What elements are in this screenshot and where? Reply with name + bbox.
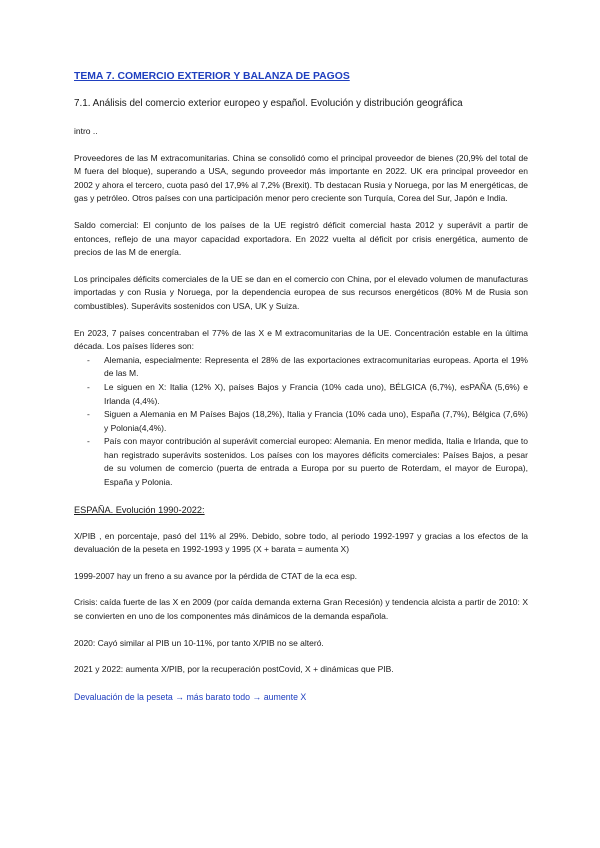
paragraph-freno: 1999-2007 hay un freno a su avance por la pérdida de CTAT de la eca esp.: [74, 570, 358, 581]
paragraph-proveedores: Proveedores de las M extracomunitarias. China se consolidó como el principal proveedor de bienes (20,9% del total de M fuera del bloque), superando a USA, segundo proveedor más importante en 2022. UK era principal proveedor en 2002 y ahora el tercero, cuota pasó del 17,9% al 7,2% (Brexit). Tb destacan Rusia y Noruega, por las M energéticas, de gas y petróleo. Otros países con una participación menor pero creciente son Turquía, Corea del Sur, Japón e India.: [74, 152, 528, 204]
document-title: TEMA 7. COMERCIO EXTERIOR Y BALANZA DE PAGOS: [74, 71, 350, 82]
intro-text: intro ..: [74, 126, 98, 136]
list-item: - Alemania, especialmente: Representa el 28% de las exportaciones extracomunitarias europeas. Aporta el 19% de las M.: [104, 354, 528, 381]
paragraph-xpib: X/PIB , en porcentaje, pasó del 11% al 29%. Debido, sobre todo, al periodo 1992-1997 y gracias a los efectos de la devaluación de la peseta en 1992-1993 y 1995 (X + barata = aumenta X): [74, 530, 528, 555]
devaluacion-link[interactable]: Devaluación de la peseta → más barato todo → aumente X: [74, 691, 307, 702]
paragraph-concentracion: En 2023, 7 países concentraban el 77% de las X e M extracomunitarias de la UE. Concentración estable en la última década. Los países líderes son:: [74, 327, 528, 352]
list-item: - Siguen a Alemania en M Países Bajos (18,2%), Italia y Francia (10% cada uno), España (7,7%), Bélgica (7,6%) y Polonia(4,4%).: [104, 408, 528, 435]
spain-heading: ESPAÑA. Evolución 1990-2022:: [74, 504, 205, 515]
list-item: - País con mayor contribución al superávit comercial europeo: Alemania. En menor medida, Italia e Irlanda, que to han registrado superávits sostenidos. Los países con los mayores déficits comerciales: Países Bajos, a pesar de su volumen de comercio (puerta de entrada a Europa por su puerto de Roterdam, el mayor de Europa), España y Polonia.: [104, 435, 528, 489]
paragraph-crisis: Crisis: caída fuerte de las X en 2009 (por caída demanda externa Gran Recesión) y tendencia alcista a partir de 2010: X se convierten en uno de los componentes más dinámicos de la demanda española.: [74, 597, 528, 622]
paragraph-saldo: Saldo comercial: El conjunto de los países de la UE registró déficit comercial hasta 2012 y superávit a partir de entonces, reflejo de una mayor capacidad exportadora. En 2022 vuelta al déficit por crisis energética, aumento de precios de las M de energía.: [74, 219, 528, 258]
list-item: - Le siguen en X: Italia (12% X), países Bajos y Francia (10% cada uno), BÉLGICA (6,7%), esPAÑA (5,6%) e Irlanda (4,4%).: [104, 381, 528, 408]
paragraph-2021-2022: 2021 y 2022: aumenta X/PIB, por la recuperación postCovid, X + dinámicas que PIB.: [74, 664, 394, 675]
paragraph-deficits: Los principales déficits comerciales de la UE se dan en el comercio con China, por el elevado volumen de manufacturas importadas y con Rusia y Noruega, por la dependencia europea de sus recursos energéticos (80% M de Rusia son combustibles). Superávits sostenidos con USA, UK y Suiza.: [74, 273, 528, 311]
leader-countries-list: [74, 354, 528, 490]
paragraph-2020: 2020: Cayó similar al PIB un 10-11%, por tanto X/PIB no se alteró.: [74, 637, 324, 648]
section-subtitle: 7.1. Análisis del comercio exterior europeo y español. Evolución y distribución geográfica: [74, 98, 463, 109]
